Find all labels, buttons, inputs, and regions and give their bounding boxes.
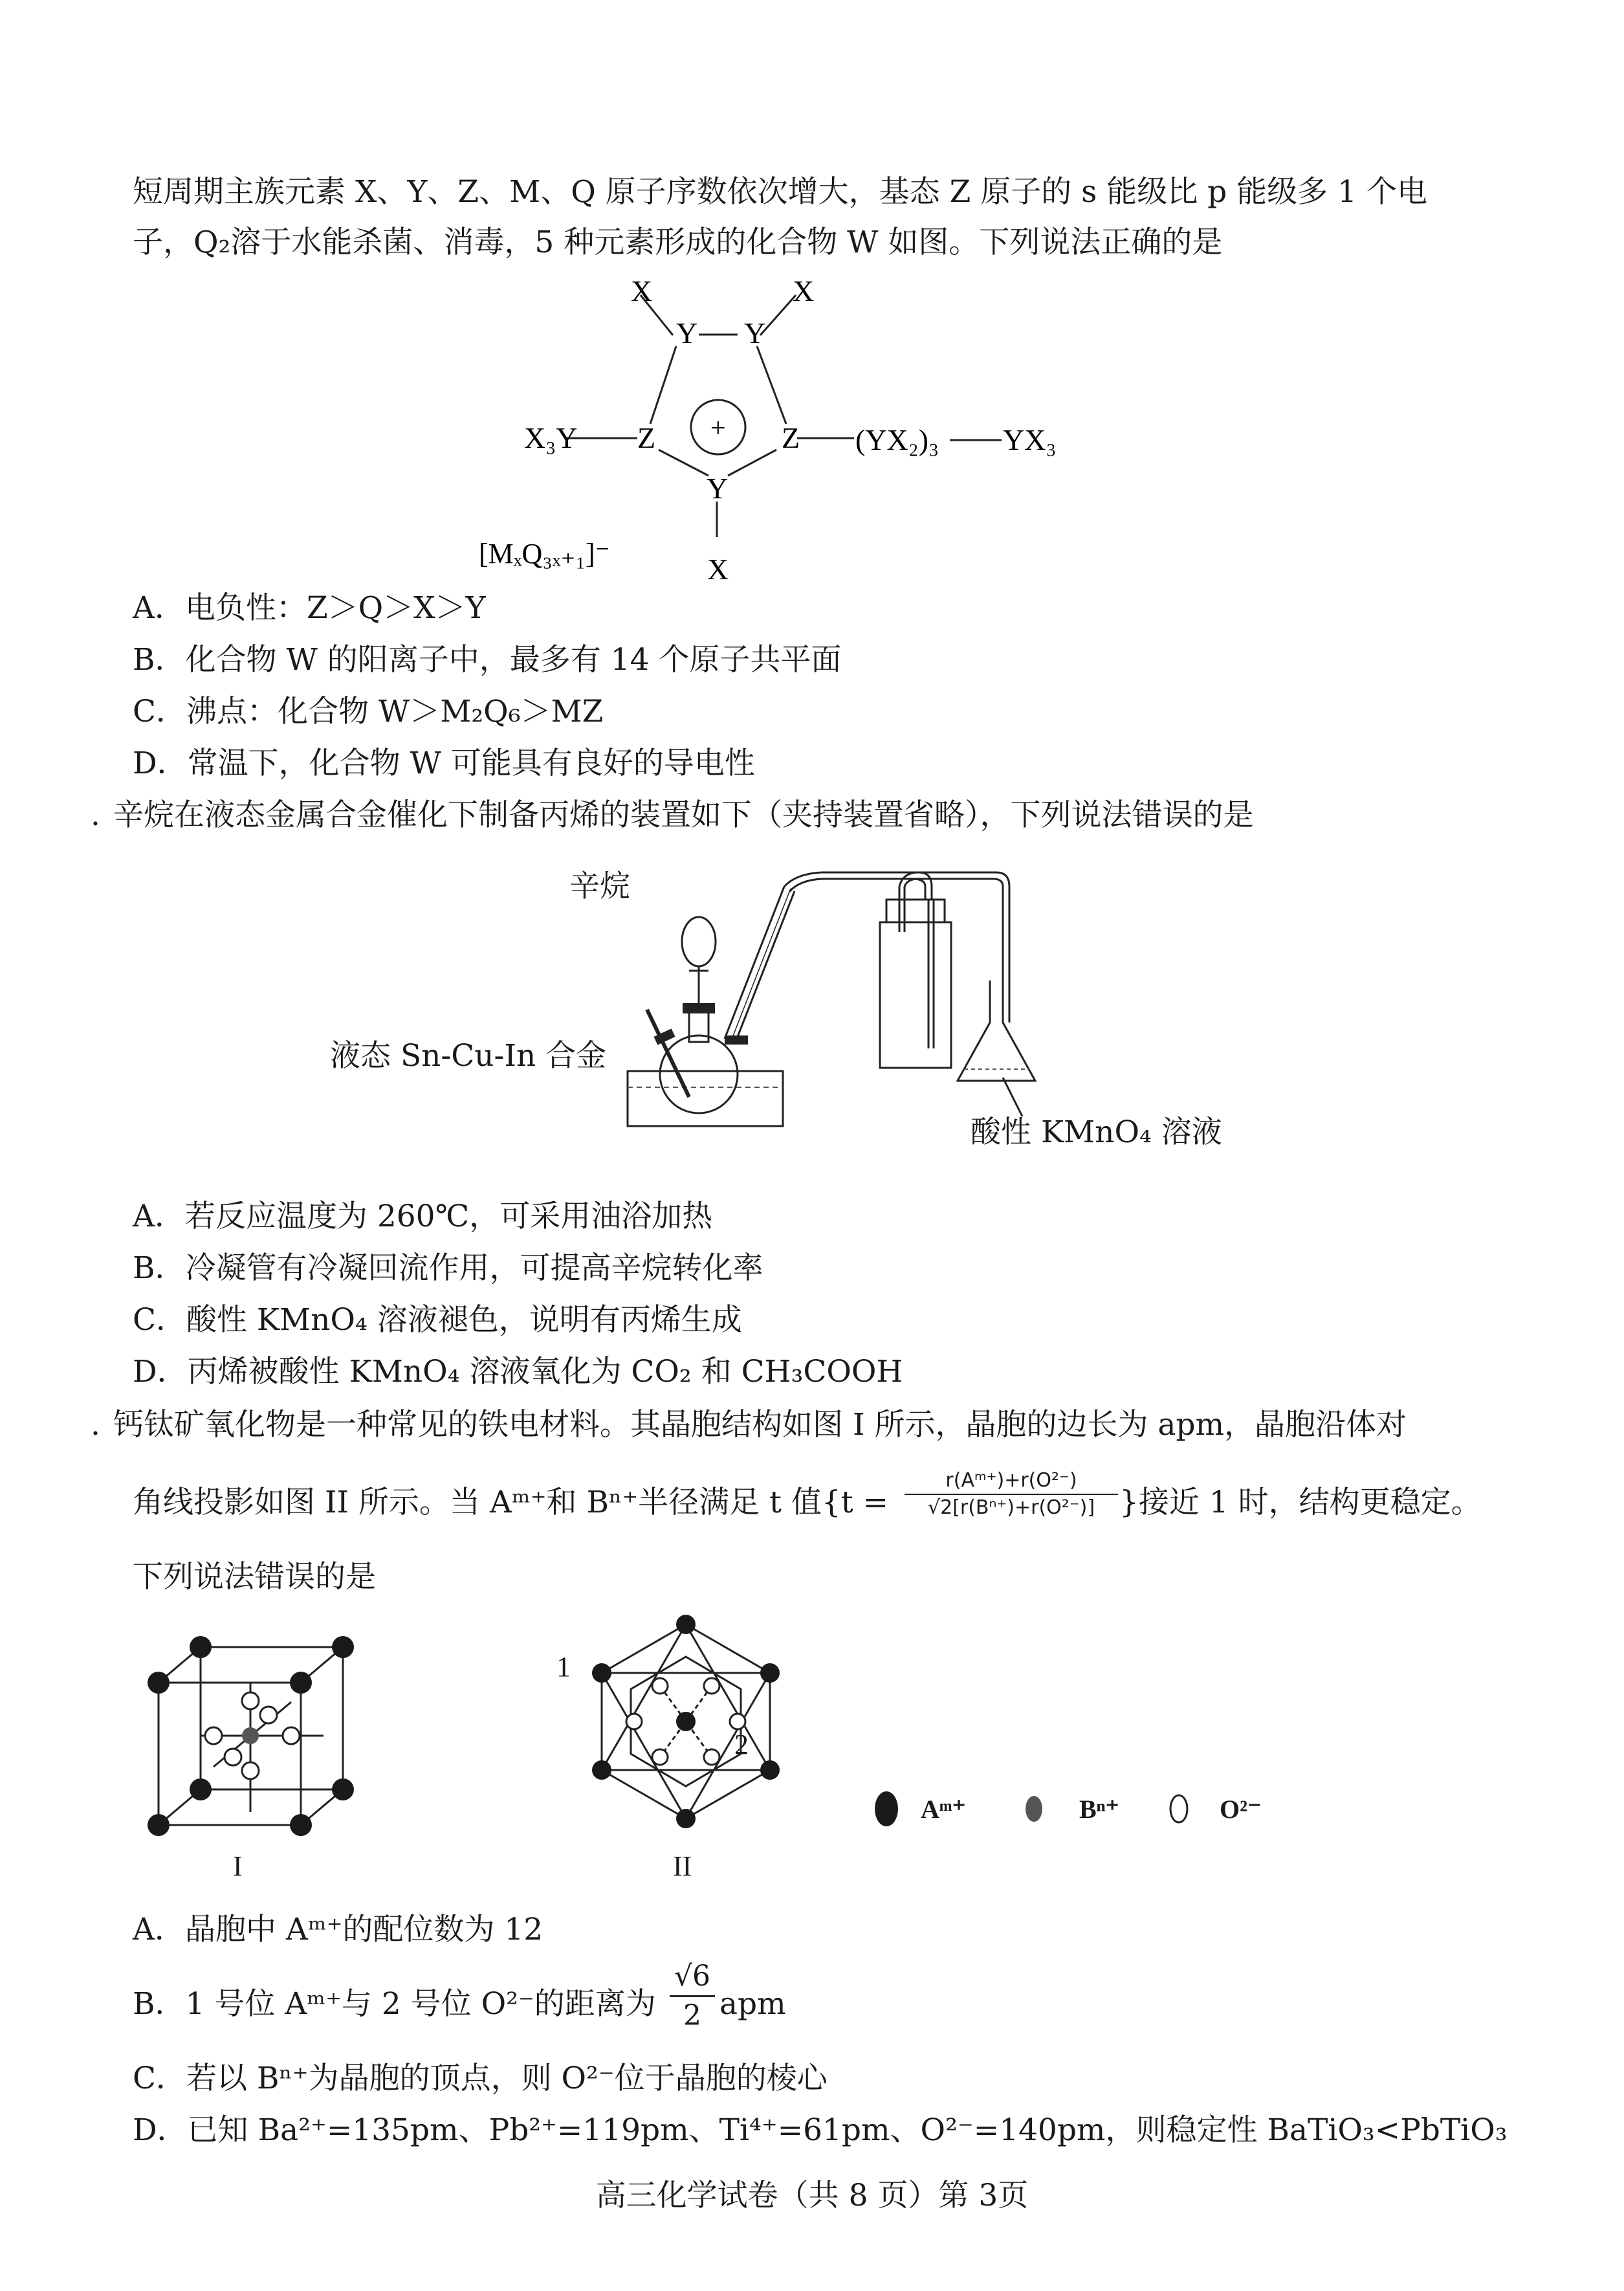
q3-option-b-pre: B．1 号位 Aᵐ⁺与 2 号位 O²⁻的距离为 (133, 1986, 656, 2022)
q2-label-octane: 辛烷 (569, 869, 630, 904)
q3-figure-1-label: I (233, 1850, 243, 1882)
q3-figure-2-pos1: 1 (556, 1651, 571, 1683)
q3-stem-line2a: 角线投影如图 II 所示。当 Aᵐ⁺和 Bⁿ⁺半径满足 t 值{t = (133, 1485, 889, 1520)
q2-apparatus-diagram (608, 861, 1255, 1146)
q3-legend-b: Bⁿ⁺ (1079, 1795, 1119, 1824)
struct-z-right: Z (782, 421, 800, 454)
q3-option-d: D．已知 Ba²⁺=135pm、Pb²⁺=119pm、Ti⁴⁺=61pm、O²⁻=140pm，则稳定性 BaTiO₃<PbTiO₃ (133, 2112, 1508, 2148)
q1-structure-diagram (453, 278, 1100, 602)
struct-x-bottom: X (707, 553, 729, 586)
q2-label-kmno4: 酸性 KMnO₄ 溶液 (971, 1114, 1222, 1150)
q3-formula-numerator: r(Aᵐ⁺)+r(O²⁻) (945, 1469, 1077, 1492)
q3-legend-o: O²⁻ (1220, 1795, 1262, 1824)
q3-formula-denominator: √2[r(Bⁿ⁺)+r(O²⁻)] (905, 1494, 1118, 1521)
q1-option-c: C．沸点：化合物 W＞M₂Q₆＞MZ (133, 694, 604, 729)
q3-option-c: C．若以 Bⁿ⁺为晶胞的顶点，则 O²⁻位于晶胞的棱心 (133, 2061, 828, 2096)
struct-chain: (YX₂)₃ (855, 423, 939, 456)
q3-number-dot: . (91, 1407, 100, 1443)
q1-stem-line1: 短周期主族元素 X、Y、Z、M、Q 原子序数依次增大，基态 Z 原子的 s 能级比 p 能级多 1 个电 (133, 174, 1427, 210)
q3-legend-a: Aᵐ⁺ (921, 1795, 966, 1824)
struct-tail: YX₃ (1003, 423, 1057, 456)
q3-option-b-post: apm (719, 1986, 786, 2022)
q3-option-b-fraction (670, 1958, 715, 2035)
q2-number-dot: . (91, 797, 100, 833)
q1-option-b: B．化合物 W 的阳离子中，最多有 14 个原子共平面 (133, 642, 842, 678)
q3-option-b-frac-num: √6 (674, 1960, 711, 1993)
struct-plus: + (710, 414, 726, 443)
q2-option-b: B．冷凝管有冷凝回流作用，可提高辛烷转化率 (133, 1250, 763, 1286)
q2-option-d: D．丙烯被酸性 KMnO₄ 溶液氧化为 CO₂ 和 CH₃COOH (133, 1354, 903, 1389)
q3-option-b-frac-den: 2 (670, 1995, 715, 2035)
q1-option-a: A．电负性：Z＞Q＞X＞Y (133, 590, 486, 626)
struct-x-top-right: X (793, 278, 815, 307)
q2-label-alloy: 液态 Sn-Cu-In 合金 (330, 1038, 607, 1074)
struct-left-sub: X₃Y (524, 421, 578, 454)
q3-figure-2-label: II (673, 1850, 692, 1882)
q3-stem-line3: 下列说法错误的是 (133, 1559, 376, 1595)
q3-figure-2-projection (576, 1611, 796, 1844)
q3-formula (905, 1468, 1118, 1521)
page-footer: 高三化学试卷（共 8 页）第 3页 (595, 2178, 1029, 2213)
q3-stem-line2b: }接近 1 时，结构更稳定。 (1119, 1485, 1482, 1520)
struct-x-top-left: X (631, 278, 653, 307)
q1-stem-line2: 子，Q₂溶于水能杀菌、消毒，5 种元素形成的化合物 W 如图。下列说法正确的是 (133, 225, 1223, 260)
q2-stem: 辛烷在液态金属合金催化下制备丙烯的装置如下（夹持装置省略），下列说法错误的是 (113, 797, 1254, 833)
struct-anion: [MₓQ₃ₓ₊₁]⁻ (479, 538, 610, 570)
struct-z-left: Z (637, 421, 656, 454)
q3-figure-1-cell (136, 1624, 362, 1838)
q1-option-d: D．常温下，化合物 W 可能具有良好的导电性 (133, 746, 755, 781)
struct-y-top-right: Y (744, 316, 766, 349)
q2-option-c: C．酸性 KMnO₄ 溶液褪色，说明有丙烯生成 (133, 1302, 742, 1338)
struct-y-top-left: Y (676, 316, 698, 349)
q2-option-a: A．若反应温度为 260℃，可采用油浴加热 (133, 1199, 713, 1234)
q3-option-a: A．晶胞中 Aᵐ⁺的配位数为 12 (133, 1912, 543, 1947)
q3-stem-line1: 钙钛矿氧化物是一种常见的铁电材料。其晶胞结构如图 I 所示，晶胞的边长为 apm，晶胞沿体对 (113, 1407, 1407, 1443)
q3-figure-2-pos2: 2 (734, 1729, 749, 1760)
struct-y-bottom: Y (707, 472, 729, 505)
